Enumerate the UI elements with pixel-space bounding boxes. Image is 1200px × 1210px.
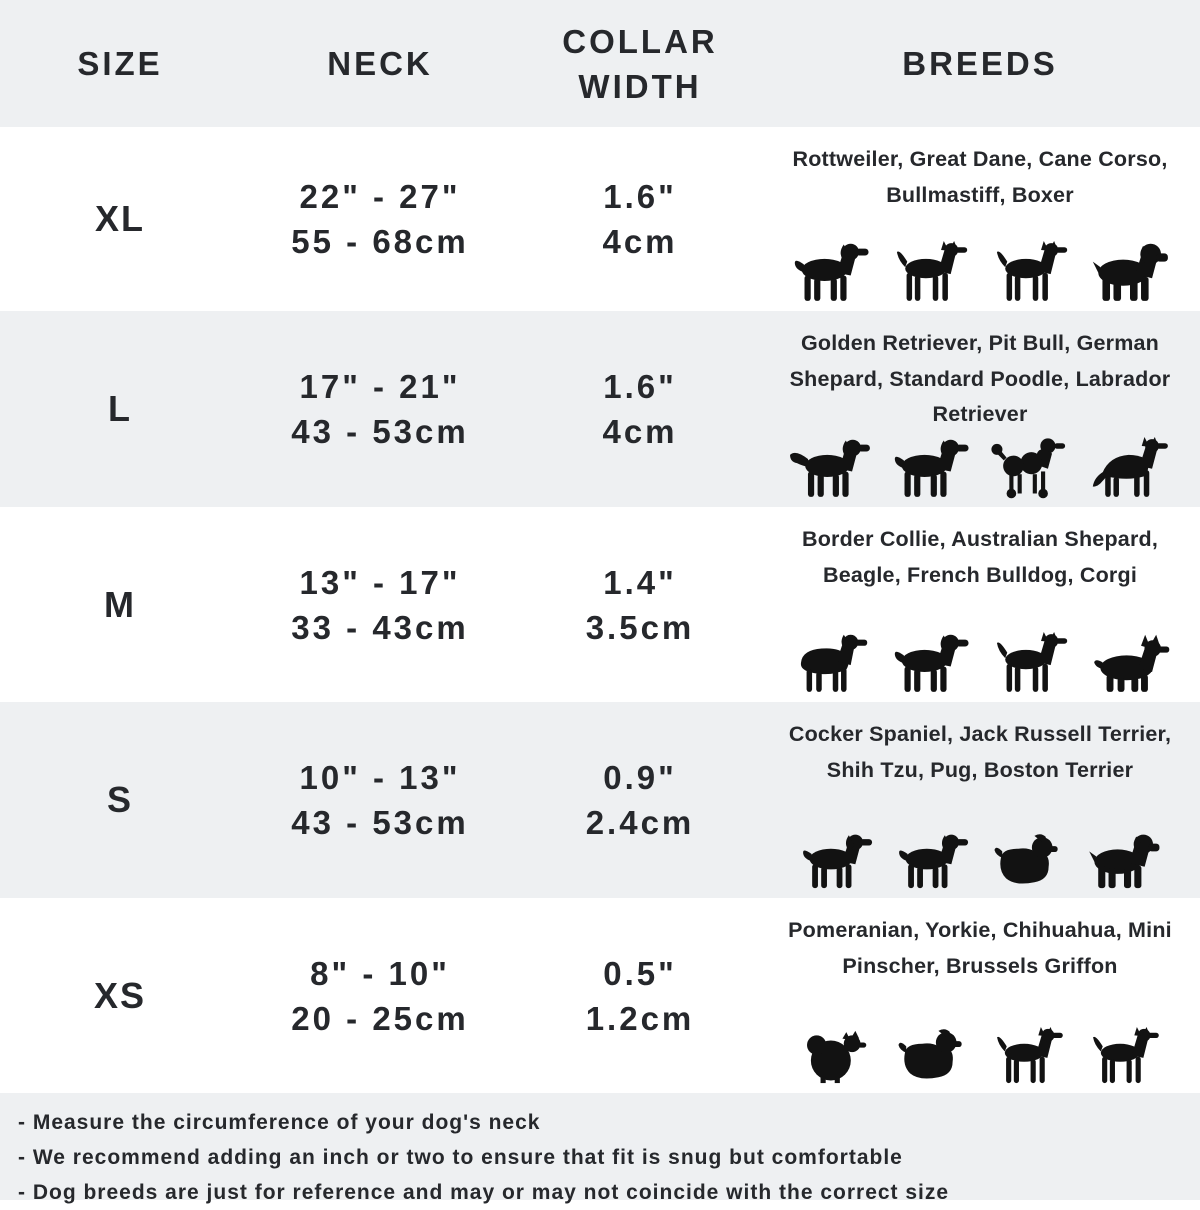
width-inches: 1.6" (603, 368, 677, 405)
chihuahua-icon (984, 1027, 1072, 1085)
golden-retriever-icon (784, 437, 876, 499)
collar-width-measurement (520, 560, 760, 650)
labrador-icon (884, 437, 976, 499)
neck-inches: 22" - 27" (299, 178, 461, 215)
shih-tzu-icon (984, 832, 1072, 890)
neck-inches: 8" - 10" (310, 954, 450, 992)
collar-width-measurement (520, 174, 760, 264)
size-label: XS (93, 974, 147, 1016)
neck-cm: 55 - 68cm (291, 223, 469, 260)
width-cm: 2.4cm (585, 804, 695, 841)
neck-inches: 13" - 17" (299, 563, 461, 601)
width-inches: 1.4" (603, 563, 677, 601)
column-header-collar-width: COLLAR WIDTH (562, 22, 718, 105)
breeds-list: Rottweiler, Great Dane, Cane Corso, Bullmastiff, Boxer (792, 147, 1168, 207)
size-label: M (104, 583, 136, 625)
note-recommend: - We recommend adding an inch or two to ensure that fit is snug but comfortable (18, 1146, 903, 1169)
table-row (0, 702, 1200, 898)
width-inches: 1.6" (603, 178, 677, 215)
neck-measurement (240, 951, 520, 1041)
breed-icons (792, 1027, 1168, 1085)
min-pin-icon (1080, 1027, 1168, 1085)
breeds-list: Golden Retriever, Pit Bull, German Shepard, Standard Poodle, Labrador Retriever (789, 331, 1171, 426)
yorkie-icon (888, 1027, 976, 1085)
collar-width-measurement (520, 951, 760, 1041)
width-cm: 4cm (602, 223, 678, 260)
neck-inches: 17" - 21" (299, 368, 461, 405)
breeds-cell (760, 311, 1200, 507)
note-reference: - Dog breeds are just for reference and may or may not coincide with the correct size (18, 1181, 950, 1204)
table-row (0, 127, 1200, 311)
mastiff-icon (1084, 241, 1176, 303)
corgi-icon (1084, 632, 1176, 694)
breeds-cell (760, 702, 1200, 898)
jack-russell-icon (888, 832, 976, 890)
width-inches: 0.9" (603, 759, 677, 796)
collar-width-measurement (520, 364, 760, 454)
breed-icons (792, 832, 1168, 890)
breed-icons (784, 241, 1176, 303)
width-cm: 4cm (602, 413, 678, 450)
border-collie-icon (784, 632, 876, 694)
size-label: L (108, 388, 132, 429)
french-bulldog-icon (984, 632, 1076, 694)
neck-measurement (240, 364, 520, 454)
neck-measurement (240, 174, 520, 264)
pomeranian-icon (792, 1027, 880, 1085)
column-header-size: SIZE (77, 45, 163, 82)
breeds-cell (760, 127, 1200, 311)
neck-measurement (240, 755, 520, 845)
german-shepherd-icon (1084, 437, 1176, 499)
doberman-icon (984, 241, 1076, 303)
breeds-cell (760, 898, 1200, 1093)
rottweiler-icon (784, 241, 876, 303)
collar-width-measurement (520, 755, 760, 845)
neck-measurement (240, 560, 520, 650)
footer-notes (0, 1093, 1200, 1204)
table-row (0, 311, 1200, 507)
neck-cm: 43 - 53cm (291, 804, 469, 841)
cocker-spaniel-icon (792, 832, 880, 890)
table-header (0, 0, 1200, 127)
width-inches: 0.5" (603, 954, 677, 992)
column-header-breeds: BREEDS (902, 45, 1058, 82)
breed-icons (784, 437, 1176, 499)
breeds-list: Border Collie, Australian Shepard, Beagle, French Bulldog, Corgi (801, 527, 1159, 587)
breeds-list: Pomeranian, Yorkie, Chihuahua, Mini Pinscher, Brussels Griffon (788, 918, 1172, 978)
great-dane-icon (884, 241, 976, 303)
width-cm: 1.2cm (585, 999, 695, 1037)
poodle-icon (984, 437, 1076, 499)
breeds-cell (760, 507, 1200, 702)
neck-inches: 10" - 13" (299, 759, 461, 796)
size-label: S (106, 779, 133, 820)
pug-icon (1080, 832, 1168, 890)
breeds-list: Cocker Spaniel, Jack Russell Terrier, Shih Tzu, Pug, Boston Terrier (788, 722, 1172, 782)
table-row (0, 898, 1200, 1093)
beagle-icon (884, 632, 976, 694)
breed-icons (784, 632, 1176, 694)
column-header-neck: NECK (327, 45, 433, 82)
neck-cm: 20 - 25cm (291, 999, 469, 1037)
table-row (0, 507, 1200, 702)
size-label: XL (94, 198, 145, 239)
neck-cm: 33 - 43cm (291, 608, 469, 646)
note-measure: - Measure the circumference of your dog's neck (18, 1111, 541, 1134)
neck-cm: 43 - 53cm (291, 413, 469, 450)
width-cm: 3.5cm (585, 608, 695, 646)
